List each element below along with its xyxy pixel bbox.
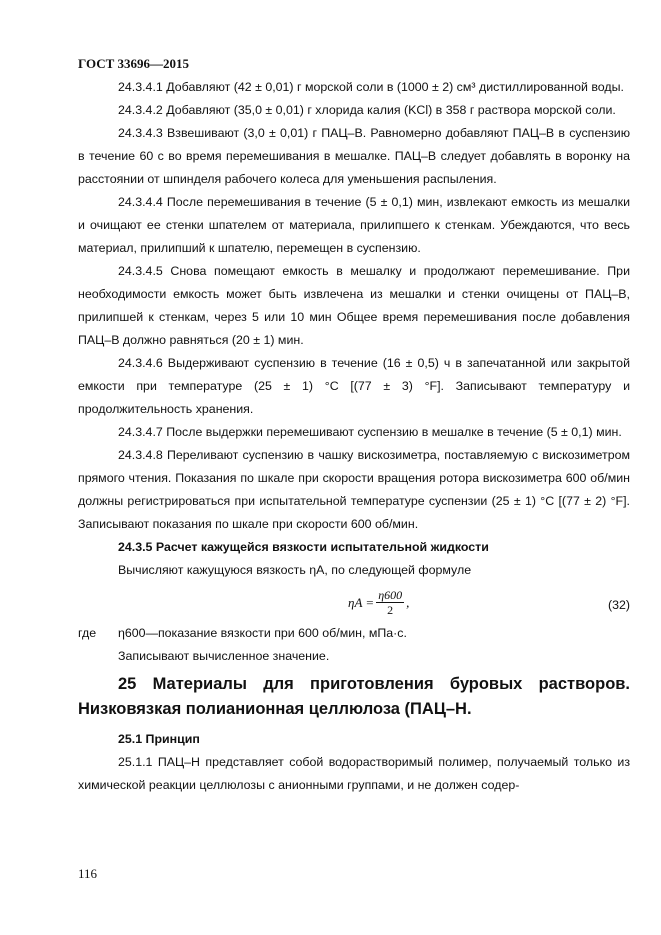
paragraph: 24.3.4.7 После выдержки перемешивают суспензию в мешалке в течение (5 ± 0,1) мин. xyxy=(118,425,622,439)
formula-tail: , xyxy=(406,595,410,610)
paragraph: Записывают вычисленное значение. xyxy=(118,649,330,663)
formula-expression xyxy=(348,588,409,617)
section-heading: 25.1 Принцип xyxy=(118,732,200,746)
where-label: где xyxy=(78,626,97,640)
paragraph: 24.3.4.3 Взвешивают (3,0 ± 0,01) г ПАЦ–В. Равномерно добавляют ПАЦ–В в суспензию в течение 60 с во время перемешивания в мешалке. ПАЦ–В следует добавлять в воронку на расстоянии от шпинделя рабочего колеса для уменьшения распыления. xyxy=(78,126,630,186)
formula-fraction xyxy=(376,588,404,617)
paragraph: 25.1.1 ПАЦ–Н представляет собой водорастворимый полимер, получаемый только из химической реакции целлюлозы с анионными группами, и не должен содер- xyxy=(78,755,630,792)
page-content xyxy=(78,76,630,797)
formula-number: (32) xyxy=(607,598,630,612)
document-header: ГОСТ 33696—2015 xyxy=(78,56,190,71)
where-text: η600—показание вязкости при 600 об/мин, мПа·с. xyxy=(118,626,407,640)
formula-32 xyxy=(78,582,630,622)
paragraph: Вычисляют кажущуюся вязкость ηA, по следующей формуле xyxy=(118,563,472,577)
where-clause xyxy=(78,622,630,645)
page-number: 116 xyxy=(78,866,98,881)
formula-numerator: η600 xyxy=(378,588,403,602)
formula-lhs: ηA = xyxy=(348,595,375,610)
paragraph: 24.3.4.2 Добавляют (35,0 ± 0,01) г хлорида калия (KCl) в 358 г раствора морской соли. xyxy=(118,103,616,117)
paragraph: 24.3.4.5 Снова помещают емкость в мешалку и продолжают перемешивание. При необходимости емкость может быть извлечена из мешалки и стенки очищены от ПАЦ–В, прилипшей к стенкам, через 5 или 10 мин Общее время перемешивания после добавления ПАЦ–В должно равняться (20 ± 1) мин. xyxy=(78,264,630,347)
paragraph: 24.3.4.8 Переливают суспензию в чашку вискозиметра, поставляемую с вискозиметром прямого чтения. Показания по шкале при скорости вращения ротора вискозиметра 600 об/мин должны регистрироваться при испытательной температуре суспензии (25 ± 1) °С [(77 ± 2) °F]. Записывают показания по шкале при скорости 600 об/мин. xyxy=(78,448,630,531)
formula-denominator: 2 xyxy=(387,603,394,617)
chapter-heading: 25 Материалы для приготовления буровых растворов. Низковязкая полианионная целлюлоза (ПАЦ–Н. xyxy=(78,675,630,718)
paragraph: 24.3.4.6 Выдерживают суспензию в течение (16 ± 0,5) ч в запечатанной или закрытой емкости при температуре (25 ± 1) °С [(77 ± 3) °F]. Записывают температуру и продолжительность хранения. xyxy=(78,356,630,416)
section-heading: 24.3.5 Расчет кажущейся вязкости испытательной жидкости xyxy=(118,540,489,554)
paragraph: 24.3.4.1 Добавляют (42 ± 0,01) г морской соли в (1000 ± 2) см³ дистиллированной воды. xyxy=(118,80,624,94)
paragraph: 24.3.4.4 После перемешивания в течение (5 ± 0,1) мин, извлекают емкость из мешалки и очищают ее стенки шпателем от материала, прилипшего к стенкам. Убеждаются, что весь материал, прилипший к шпателю, перемещен в суспензию. xyxy=(78,195,630,255)
